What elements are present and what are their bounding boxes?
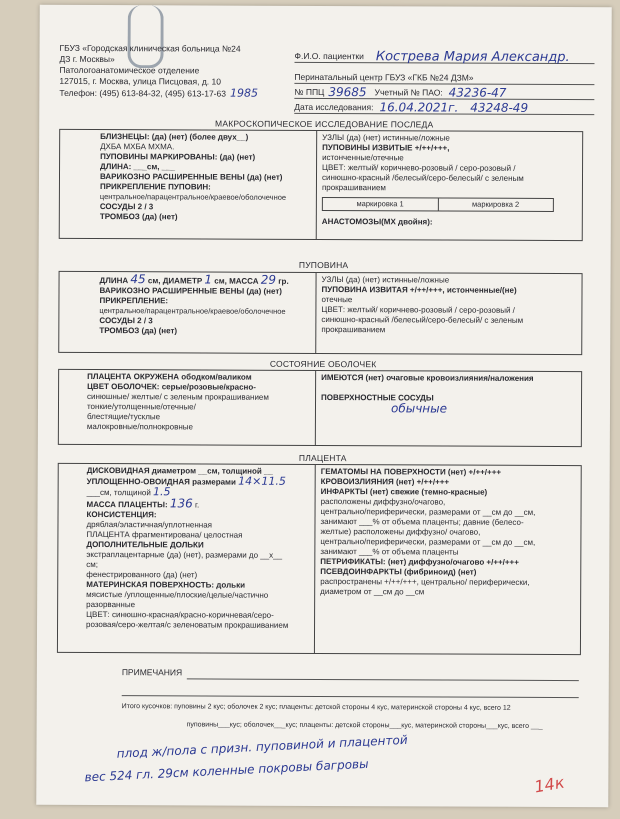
cord-left-line: центральное/парацентральное/краевое/оболочечное <box>99 306 286 316</box>
placenta-right-line: занимают ___% от объема плаценты; давние (белесо- <box>320 516 524 527</box>
placenta-left-line: ДИСКОВИДНАЯ диаметром __см, толщиной __ <box>86 465 273 476</box>
placenta-left-line: дряблая/эластичная/уплотненная <box>86 519 213 530</box>
placenta-left-line: розовая/серо-желтая/с зеленоватым прокрашиванием <box>86 619 289 630</box>
membranes-right-line2: ПОВЕРХНОСТНЫЕ СОСУДЫ <box>321 392 434 403</box>
cord-right-line: синюшно-красный /белесый/серо-белесый/ с зеленым <box>321 314 524 325</box>
marking-1: маркировка 1 <box>323 198 439 211</box>
placenta-thick-hw: 1.5 <box>153 485 171 499</box>
macro-left-line: ДЛИНА: ___см, ___ <box>100 162 176 172</box>
membranes-right-line1: ИМЕЮТСЯ (нет) очаговые кровоизлияния/наложения <box>321 372 534 383</box>
corner-mark: 14к <box>532 772 566 797</box>
placenta-left-line: МАТЕРИНСКАЯ ПОВЕРХНОСТЬ: дольки <box>86 579 246 590</box>
cord-right-line: ЦВЕТ: желтый/ коричнево-розовый / серо-розовый / <box>321 304 515 315</box>
placenta-left-line: МАССА ПЛАЦЕНТЫ: <box>86 499 168 510</box>
placenta-mass-unit: г. <box>195 500 200 510</box>
placenta-right <box>320 467 579 598</box>
placenta-size-hw: 14×11.5 <box>238 474 286 488</box>
placenta-left <box>86 466 311 631</box>
cord-mass-value: 29 <box>260 272 277 287</box>
membranes-box <box>58 369 582 447</box>
pao-value: 43236-47 <box>448 85 507 100</box>
ppc-value: 39685 <box>328 85 367 100</box>
placenta-left-line: КОНСИСТЕНЦИЯ: <box>86 509 157 520</box>
fio-value: Кострева Мария Александр. <box>375 49 570 66</box>
cord-diameter-unit: см, МАССА <box>214 276 259 286</box>
membranes-left <box>87 372 311 433</box>
membranes-title: СОСТОЯНИЕ ОБОЛОЧЕК <box>269 358 377 370</box>
pao-label: Учетный № ПАО: <box>374 87 443 98</box>
placenta-left-line: экстраплацентарные (да) (нет), размерами до __х__ <box>86 549 283 560</box>
membranes-left-line: малокровные/полнокровные <box>86 421 193 432</box>
cord-left-line: ТРОМБОЗ (да) (нет) <box>99 326 178 336</box>
macro-left-line: ДХБА МХБА МХМА. <box>100 142 175 152</box>
date-value: 16.04.2021г. <box>379 100 459 115</box>
placenta-right-line: расположены диффузно/очагово, <box>320 496 446 507</box>
placenta-right-line: ИНФАРКТЫ (нет) свежие (темно-красные) <box>320 486 488 497</box>
header-left <box>59 43 291 100</box>
macro-left-line: ТРОМБОЗ (да) (нет) <box>99 212 178 222</box>
macro-right-line: УЗЛЫ (да) (нет) истинные/ложные <box>322 132 450 143</box>
org-line1: ГБУЗ «Городская клиническая больница №24 <box>59 42 241 54</box>
placenta-left-line: УПЛОЩЕННО-ОВОИДНАЯ размерами <box>86 476 236 487</box>
placenta-box <box>57 463 582 655</box>
cord-length-label: ДЛИНА <box>99 276 129 286</box>
ppc-label: № ППЦ <box>294 86 325 97</box>
notes-handwriting-line2: вес 524 гл. 29см коленные покровы багровы <box>84 756 369 785</box>
dept: Патологоанатомическое отделение <box>59 64 200 76</box>
placenta-left-line: мясистые /уплощенные/плоские/целые/частично <box>86 589 269 600</box>
membranes-left-line: синюшные/ желтые/ с зеленым прокрашиванием <box>87 391 269 402</box>
placenta-right-line: распространены +/++/+++, центрально/ периферически, <box>320 576 530 587</box>
cord-diameter-value: 1 <box>204 272 213 287</box>
cord-right-line: отечные <box>321 294 353 305</box>
macro-left-line: БЛИЗНЕЦЫ: (да) (нет) (более двух__) <box>100 132 249 142</box>
placenta-right-line: ГЕМАТОМЫ НА ПОВЕРХНОСТИ (нет) +/++/+++ <box>320 466 502 477</box>
placenta-left-line: ЦВЕТ: синюшно-красная/красно-коричневая/серо- <box>86 609 274 620</box>
placenta-left-line: фенестрированного (да) (нет) <box>86 569 198 580</box>
cord-length-value: 45 <box>130 272 146 287</box>
macro-right-line: синюшно-красный /белесый/серо-белесый/ с зеленым <box>321 172 524 183</box>
address: 127015, г. Москва, улица Писцовая, д. 10 <box>59 75 221 87</box>
macro-right-line: ЦВЕТ: желтый/ коричнево-розовый / серо-розовый / <box>322 162 516 173</box>
phone: Телефон: (495) 613-84-32, (495) 613-17-63 <box>59 87 227 99</box>
cord-left-line: СОСУДЫ 2 / 3 <box>99 316 153 326</box>
pieces-line2: пуповины___кус; оболочек___кус; плаценты: детской стороны___кус, материнской стороны___кус, всего ___ <box>186 721 543 730</box>
placenta-right-line: ПЕТРИФИКАТЫ: (нет) диффузно/очагово +/++/+++ <box>320 556 519 567</box>
placenta-right-line: центрально/периферически, размерами от __см до __см, <box>320 506 536 517</box>
macro-left-line: ПУПОВИНЫ МАРКИРОВАНЫ: (да) (нет) <box>100 152 256 162</box>
notes-handwriting-line1: плод ж/пола с призн. пуповиной и плацентой <box>116 732 408 761</box>
notes-line <box>187 678 579 681</box>
macro-right <box>322 133 577 228</box>
placenta-mass-hw: 136 <box>169 496 193 511</box>
membranes-right <box>321 373 576 414</box>
cord-right-line: ПУПОВИНА ИЗВИТАЯ +/++/+++, истонченные/(не) <box>321 284 517 295</box>
cord-left-line: ВАРИКОЗНО РАСШИРЕННЫЕ ВЕНЫ (да) (нет) <box>99 286 282 296</box>
header-right <box>294 44 594 115</box>
org-line2: ДЗ г. Москвы» <box>59 53 115 65</box>
placenta-right-line: желтые) расположены диффузно/ очагово, <box>320 526 481 537</box>
document-page <box>36 5 611 807</box>
handwritten-year: 1985 <box>229 86 259 100</box>
membranes-left-line: ЦВЕТ ОБОЛОЧЕК: серые/розовые/красно- <box>87 381 256 392</box>
macro-right-line: ПУПОВИНЫ ИЗВИТЫЕ +/++/+++, <box>322 142 450 153</box>
macro-left <box>100 132 312 223</box>
fio-label: Ф.И.О. пациентки <box>294 50 364 62</box>
date-label: Дата исследования: <box>294 101 374 113</box>
notes-label: ПРИМЕЧАНИЯ <box>121 667 183 678</box>
cord-right-line: УЗЛЫ (да) (нет) истинные/ложные <box>321 274 450 285</box>
placenta-right-line: КРОВОИЗЛИЯНИЯ (нет) +/++/+++ <box>320 476 450 487</box>
cord-length-unit: см, ДИАМЕТР <box>147 276 203 286</box>
extra-number: 43248-49 <box>470 100 529 115</box>
pieces-line1: Итого кусочков: пуповины 2 кус; оболочек 2 кус; плаценты: детской стороны 4 кус, материнской стороны 4 кус, всего 12 <box>121 703 511 712</box>
macro-right-line: прокрашиванием <box>321 182 386 193</box>
placenta-right-line: занимают ___% от объема плаценты <box>320 546 459 557</box>
cord-left <box>99 274 311 337</box>
cord-right <box>321 275 576 336</box>
macro-left-line: центральное/парацентральное/краевое/оболочечное <box>99 192 287 202</box>
macro-box <box>59 129 583 241</box>
membranes-left-line: тонкие/утолщенные/отечные/ <box>86 401 196 412</box>
placenta-left-line: ___см, толщиной <box>86 487 151 498</box>
center-name: Перинатальный центр ГБУЗ «ГКБ №24 ДЗМ» <box>294 71 474 83</box>
notes-line <box>122 695 579 698</box>
placenta-left-line: ПЛАЦЕНТА фрагментирована/ целостная <box>86 529 243 540</box>
cord-right-line: прокрашиванием <box>321 324 386 335</box>
cord-title: ПУПОВИНА <box>298 259 349 271</box>
membranes-vessels-hw: обычные <box>390 401 448 416</box>
anastomoses: АНАСТОМОЗЫ(МХ двойня): <box>321 216 433 227</box>
membranes-left-line: ПЛАЦЕНТА ОКРУЖЕНА ободком/валиком <box>87 371 252 382</box>
placenta-title: ПЛАЦЕНТА <box>298 452 347 464</box>
macro-left-line: СОСУДЫ 2 / 3 <box>99 202 154 212</box>
placenta-right-line: диаметром от __см до __см <box>320 586 425 597</box>
macro-left-line: ВАРИКОЗНО РАСШИРЕННЫЕ ВЕНЫ (да) (нет) <box>99 172 283 182</box>
placenta-right-line: ПСЕВДОИНФАРКТЫ (фибриноид) (нет) <box>320 566 477 577</box>
placenta-left-line: разорванные <box>86 599 136 610</box>
markings-table <box>322 197 554 212</box>
placenta-right-line: центрально/периферически, размерами от __см до __см, <box>320 536 536 547</box>
macro-title: МАКРОСКОПИЧЕСКОЕ ИССЛЕДОВАНИЕ ПОСЛЕДА <box>215 118 434 130</box>
macro-right-line: истонченные/отечные <box>322 152 404 163</box>
cord-left-line: ПРИКРЕПЛЕНИЕ: <box>99 296 169 306</box>
placenta-left-line: см; <box>86 559 99 570</box>
macro-left-line: ПРИКРЕПЛЕНИЕ ПУПОВИН: <box>99 182 211 192</box>
marking-2: маркировка 2 <box>472 199 520 209</box>
cord-box <box>58 271 582 355</box>
cord-mass-unit: гр. <box>278 276 289 286</box>
placenta-left-line: ДОПОЛНИТЕЛЬНЫЕ ДОЛЬКИ <box>86 539 204 550</box>
membranes-left-line: блестящие/тусклые <box>86 411 161 422</box>
